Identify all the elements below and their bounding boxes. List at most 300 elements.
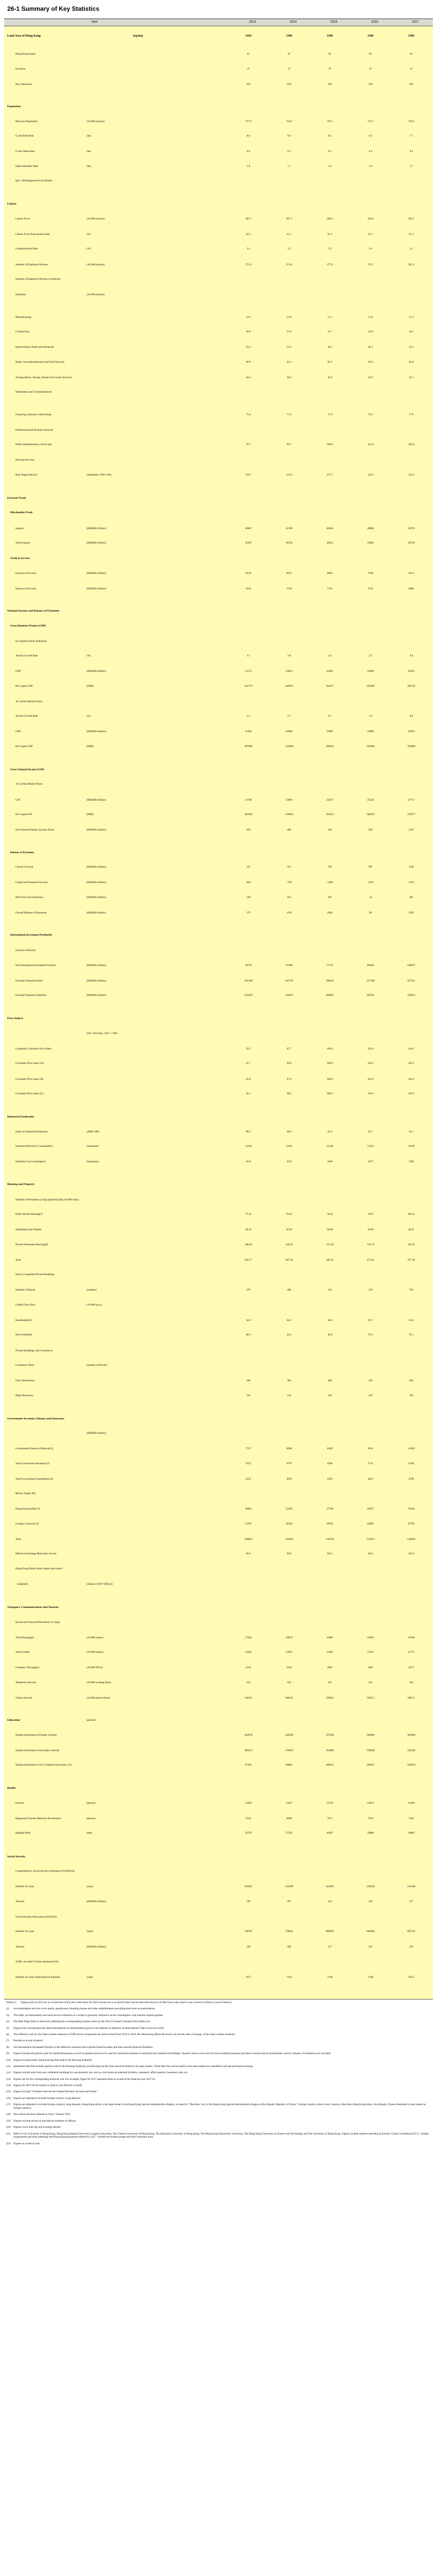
cell-value: 399372 [244,1749,253,1752]
row-unit: (%) [87,247,91,250]
note-item [6,2027,432,2030]
cell-value: 47 [328,67,331,71]
table-row [4,332,433,333]
row-unit: (10 000 persons) [87,120,105,123]
row-label: Total Government Expenditure(12) [15,1478,54,1481]
cell-value: 264.77 [244,1259,253,1262]
cell-value: 1612 [245,1160,251,1163]
table-row [4,898,433,899]
note-marker: (13) [6,2077,11,2081]
note-item [6,2103,432,2110]
cell-value: 25852 [408,670,415,673]
note-marker: (12) [6,2071,11,2075]
note-marker: (2) [6,2007,10,2011]
cell-value: 2077 [408,1666,414,1669]
row-label: GDP [15,670,21,673]
cell-value: 4059 [286,1478,292,1481]
cell-value: 382.3 [408,263,414,266]
cell-value: 31.7 [327,330,332,333]
row-label: Number of Employed Persons in Selected [15,278,60,281]
cell-value: 125013 [366,1538,375,1541]
cell-value: 110469 [285,1538,293,1541]
cell-value: 40607 [245,527,252,530]
cell-value: 34.2 [409,330,414,333]
row-unit: (‰) [87,150,91,153]
cell-value: 47 [288,67,291,71]
note-text: Accommodation services cover hotels, guesthouses, boarding houses and other establishments providing short term accommodation. [13,2007,156,2011]
cell-value: 4355 [327,1478,333,1481]
row-unit: (HK$100 million) [87,866,106,869]
note-item [6,2052,432,2056]
table-row [4,249,433,250]
cell-value: 1106 [327,35,333,38]
cell-value: 24427 [326,799,333,802]
cell-value: 81 [328,53,331,56]
row-label: Transportation, Storage, Postal and Courier Services, [15,376,73,379]
table-row [4,1351,433,1352]
cell-value: 339849 [366,1749,375,1752]
row-label: Number of Employed Persons [15,263,48,266]
cell-value: 90.3 [246,1130,251,1133]
cell-value: 192 [409,1394,413,1397]
note-text: Subsidised sale flats include quarters sold by the Housing Authority and Housing Society that cannot be traded in the open market. Those flats that can be traded in the open market are classified as private permanent housing. [13,2064,254,2068]
cell-value: 49.5 [327,346,332,349]
cell-value: 403 [246,828,250,832]
cell-value: 24 [369,896,372,899]
row-label: Newly Completed Private Buildings [15,1273,55,1276]
cell-value: 303394 [244,813,253,816]
cell-value: 169 [246,1945,250,1948]
table-row [4,770,433,771]
cell-value: 242903 [326,1885,334,1888]
cell-value: 57788 [326,1507,333,1511]
cell-value: 421 [368,1681,373,1684]
row-label: Major Revisions [15,1394,33,1397]
table-row [4,1494,433,1495]
cell-value: 319058 [285,813,293,816]
row-label: Effective Exchange Rate Index for the [15,1552,57,1555]
row-unit: (‰) [87,134,91,138]
row-label: Retail, Accommodation(1) and Food Services [15,361,64,364]
note-text: Figures are for the corresponding financial year. For example, figure for 2017 represent those as at end of the financial year 2017/18. [13,2077,156,2081]
cell-value: 703 [409,1289,413,1292]
cell-value: 11196 [408,1145,415,1148]
cell-value: 448 [246,1379,250,1382]
cell-value: 97.5 [246,443,251,446]
note-item [6,2014,432,2018]
cell-value: 6066 [408,587,414,590]
cell-value: 1107 [408,828,414,832]
row-label: Annual Growth Rate [15,715,38,718]
row-unit: (10 000 persons) [87,263,105,266]
table-row [4,1049,433,1050]
cell-value: 254427 [285,994,293,997]
cell-value: 63.2 [409,1319,414,1322]
cell-value: 163 [368,1394,373,1397]
row-unit: (HK$100 million) [87,587,106,590]
table-row [4,1132,433,1133]
cell-value: 339500 [366,745,375,748]
note-marker: (15) [6,2090,11,2094]
cell-value: 11029 [408,1447,415,1450]
cell-value: 195 [246,1900,250,1903]
table-row [4,219,433,220]
cell-value: 7425 [408,1817,414,1820]
cell-value: 24908 [367,730,374,733]
cell-value: 78.67 [367,1213,374,1216]
cell-value: 223 [328,1900,332,1903]
cell-value: 63.6 [409,361,414,364]
row-label: Price Indices [7,1017,23,1020]
cell-value: 64.5 [287,1319,292,1322]
table-row [4,1094,433,1095]
cell-value: 62.0 [368,361,373,364]
row-label: Total Discharged [15,1636,34,1639]
cell-value: 217 [409,1900,413,1903]
cell-value: 2505 [408,911,414,914]
row-unit: (10 000 persons) [87,217,105,221]
cell-value: 2.2 [368,654,373,657]
note-marker: (20) [6,2126,11,2129]
note-marker: (4) [6,2020,10,2024]
cell-value: 39080 [367,1832,374,1835]
cell-value: 223 [368,1900,373,1903]
cell-value: 7675 [245,1976,251,1979]
cell-value: 23812 [285,670,293,673]
cell-value: 138029 [407,1538,415,1541]
cell-value: 267.04 [285,1259,293,1262]
row-unit: (HK$) [87,685,94,688]
cell-value: 976 [246,83,250,86]
cell-value: 315 [287,866,291,869]
cell-value: 1.6 [368,165,373,168]
note-text: New series has been released as from 1 January 2012. [13,2113,71,2116]
cell-value: 102033 [407,1764,415,1767]
cell-value: 5743 [327,587,333,590]
cell-value: 1149 [408,866,414,869]
cell-value: 444 [328,828,332,832]
row-label: Hospital Beds [15,1832,31,1835]
cell-value: 61.1 [327,233,332,236]
notes-section [6,2001,432,2148]
note-item [6,2142,432,2146]
cell-value: 102.9 [408,443,414,446]
note-text: Figures include units from new residential buildings for non-domestic use, such as club house recreational facilities, caretakers' office quarters, basement units, etc. [13,2071,189,2075]
cell-value: 67783 [408,1522,415,1526]
cell-value: 45.4 [287,1333,292,1336]
cell-value: 11772 [408,1651,415,1654]
header-year: 2014 [290,21,297,24]
cell-value: 538 [246,896,250,899]
table-row [4,981,433,982]
row-label: Foreign Currency(13) [15,1522,39,1526]
cell-value: 378.7 [367,263,374,266]
row-unit: (10 000 sq.m.) [87,1303,103,1307]
row-label: Total Government Revenue(12) [15,1462,49,1465]
cell-value: 385.5 [245,217,251,221]
table-row [4,1335,433,1336]
cell-value: 61.2 [246,233,251,236]
cell-value: 12653 [285,1651,293,1654]
table-row [4,1554,433,1555]
cell-value: 362 [287,1379,291,1382]
cell-value: 5.3 [246,715,250,718]
row-label: Industrial Electricity Consumption [15,1145,53,1148]
cell-value: 325 [246,866,250,869]
cell-value: 11.3 [327,316,332,319]
cell-value: -1555 [408,881,415,884]
cell-value: 231468 [407,1885,415,1888]
row-unit: (10 000 working lines) [87,1681,111,1684]
row-label: Information and Communications [15,391,52,394]
row-unit: (%) [87,654,91,657]
table-row [4,1200,433,1201]
cell-value: 63.7 [368,1319,373,1322]
note-marker: (9) [6,2052,10,2056]
cell-value: 100937 [366,1764,375,1767]
cell-value: 778841 [285,1930,293,1933]
cell-value: 387.1 [286,217,292,221]
cell-value: 100.6 [327,1062,333,1065]
cell-value: 58129 [285,1522,293,1526]
cell-value: 251099 [285,1885,293,1888]
row-unit: (10 000 TEUs) [87,1666,103,1669]
cell-value: 221 [368,1945,373,1948]
row-unit: (HK$100 million) [87,572,106,575]
note-item [6,2046,432,2049]
cell-value: 6.3 [328,150,332,153]
table-row [4,913,433,914]
cell-value: 8114 [408,572,414,575]
cell-value: 267921 [366,994,375,997]
row-label: Hong Kong Dollar(13) [15,1507,40,1511]
cell-value: 5781 [367,587,374,590]
note-item [6,2097,432,2100]
cell-value: 102.9 [367,1078,374,1081]
row-unit: (HK$100 million) [87,541,106,545]
cell-value: 23983 [326,730,333,733]
cell-value: 60.9 [246,361,251,364]
row-unit: (HK$100 million) [87,1945,106,1948]
row-label: Net Errors and Omissions [15,896,43,899]
row-unit: (HK$) [87,813,94,816]
row-label: Social Security Allowances (SSA)(16) [15,1916,57,1919]
cell-value: 81 [369,53,372,56]
cell-value: 5665.5 [366,1697,375,1700]
row-label: (At End of Period) [15,949,36,952]
note-item [6,2020,432,2024]
table-row [4,626,433,627]
note-item [6,2071,432,2075]
table-row [4,122,433,123]
note-text: Net International Investment Position is the difference between total external financial assets and total external financial liabilities. [13,2045,154,2049]
header-year: 2016 [371,21,378,24]
note-marker: Notes:(1) [6,2001,16,2004]
note-marker: (19) [6,2119,11,2123]
table-row [4,1902,433,1903]
row-unit: (%) [87,233,91,236]
note-text: Refer to City University of Hong Kong, Hong Kong Baptist University, Lingnan University, The Chinese University of Hong Kong, The Education University of Hong Kong, The Hong Kong Polytechnic University, The Hong Kong University of Science and Technology and The University of Hong Kong. Figures include students attending University Grants Committee (UGC) - funded programmes and those attending self-financing programmes offered by UGC - funded universities proper and their extension arms. [13,2132,429,2139]
row-label: Balance of Payments [10,851,35,854]
cell-value: 3.1 [409,247,413,250]
row-unit: (HK$100 million) [87,896,106,899]
cell-value: 978 [328,83,332,86]
cell-value: 423 [287,896,291,899]
row-label: Per Capita GDP [15,745,33,748]
cell-value: 26610 [408,730,415,733]
cell-value: 78.32 [327,1213,333,1216]
cell-value: 20079 [285,1636,293,1639]
cell-value: 61.1 [287,233,292,236]
cell-value: 44.6 [287,376,292,379]
cell-value: 5731 [367,1462,374,1465]
row-label: International Investment Position(4) [10,934,52,937]
cell-value: 40464 [326,527,333,530]
cell-value: 67488 [285,964,293,967]
cell-value: 5429.9 [244,1697,253,1700]
cell-value: 12.6 [246,316,251,319]
cell-value: 2007 [327,1666,333,1669]
cell-value: 77.9 [409,413,414,416]
cell-value: 13726 [326,1802,333,1805]
row-unit: (10 000 tonnes) [87,1636,104,1639]
note-item [6,2001,432,2005]
row-unit: (terajoules) [87,1160,99,1163]
note-marker: (8) [6,2045,10,2049]
note-text: Figures exclude public rental housing flats sold by the Housing Authority. [13,2058,93,2062]
cell-value: 796 [328,866,332,869]
cell-value: 3.8 [409,654,413,657]
cell-value: 47 [369,67,372,71]
cell-value: 432 [287,1681,291,1684]
cell-value: 39.89 [367,1228,374,1231]
cell-value: 978 [368,83,373,86]
cell-value: 427351 [407,979,415,982]
row-unit: (HK$100 million) [87,994,106,997]
cell-value: 8429 [327,1447,333,1450]
cell-value: 3.3 [287,247,291,250]
table-row [4,1019,433,1020]
cell-value: 372.4 [245,263,251,266]
cell-value: 120.7 [367,473,374,477]
note-text: Figures are adjusted to exclude foreign currency swap deposits. Hong Kong dollar is the legal tender in the Hong Kong Special Administrative Region, as stated in "The Basic Law of the Hong Kong Special Administrative Region of the People's Republic of China". Foreign currency refers to any currency other than Hong Kong dollar. Accordingly, Chinese Renminbi is also treated as foreign currency. [13,2103,426,2110]
row-label: Usable Floor Area [15,1303,36,1307]
cell-value: 13417 [285,1802,293,1805]
cell-value: 3.4 [246,247,250,250]
row-label: Mid-year Population [15,120,38,123]
cell-value: 5847.2 [407,1697,415,1700]
cell-value: 104.2 [408,1552,414,1555]
cell-value: 1106 [286,35,292,38]
cell-value: 61.1 [409,233,414,236]
cell-value: 7340 [367,1976,374,1979]
row-unit: (HK$100 million) [87,670,106,673]
row-unit: (HK$100 million) [87,799,106,802]
row-unit: (10 000 tonnes) [87,1651,104,1654]
cell-value: 322776 [244,685,253,688]
table-row [4,951,433,952]
cell-value: 102.6 [367,1092,374,1095]
row-label: Consumer Price Index (A) [15,1062,44,1065]
note-marker: (11) [6,2064,11,2068]
table-row [4,1887,433,1888]
cell-value: 45.3 [409,376,414,379]
cell-value: 118.7 [245,473,251,477]
row-label: Industries [15,293,26,296]
cell-value: 4709 [408,1478,414,1481]
cell-value: 6553 [408,1976,414,1979]
cell-value: -863 [246,881,251,884]
cell-value: 328924 [326,745,334,748]
cell-value: 101.8 [367,443,374,446]
note-marker: (10) [6,2058,11,2062]
row-label: Imports [15,527,24,530]
cell-value: 3.3 [328,247,332,250]
cell-value: 43570 [408,527,415,530]
table-row [4,1638,433,1639]
row-label: Registered Chinese Medicine Practitioners [15,1817,61,1820]
table-row [4,702,433,703]
cell-value: 62087 [367,1522,374,1526]
cell-value: 61.1 [368,233,373,236]
row-label: Private Permanent Housing(9) [15,1243,48,1246]
cell-value: 539 [368,1289,373,1292]
cell-value: 100.5 [327,1092,333,1095]
row-label: Infant Mortality Rate [15,165,39,168]
cell-value: 73.3 [287,413,292,416]
row-label: GNI [15,799,21,802]
cell-value: 39683 [408,1832,415,1835]
row-label: Per Capita GDP [15,685,33,688]
cell-value: 11436 [326,1145,333,1148]
cell-value: 335013 [326,813,334,816]
cell-value: 7071 [327,1817,333,1820]
row-label: At Current Market Prices [15,783,43,786]
cell-value: 30.9 [246,330,251,333]
row-label: Net External Primary Income Flows [15,828,55,832]
row-unit: (bed) [87,1832,92,1835]
row-label: External Financial Liabilities [15,994,47,997]
row-label: GDP [15,730,21,733]
cell-value: 318415 [407,994,415,997]
row-label: Number of Cases [15,1930,35,1933]
note-text: The retail, accommodation and food services industries as a whole is generally referred to as the consumption- and tourism-related segment. [13,2013,164,2017]
cell-value: 1104 [245,35,251,38]
cell-value: 6.8 [409,715,413,718]
cell-value: 52787 [245,1522,252,1526]
note-item [6,2039,432,2043]
row-label: Gross Domestic Product (GDP) [10,624,46,628]
cell-value: 104.1 [367,1552,374,1555]
note-item [6,2132,432,2140]
cell-value: 9543 [367,1447,374,1450]
cell-value: 1391 [286,911,292,914]
table-row [4,1668,433,1669]
cell-value: 8.3 [368,134,373,138]
row-unit: (HK$100 million) [87,964,106,967]
cell-value: 12632 [245,1651,252,1654]
note-text: Figures exclude arrival of non-Macau residents via Macau. [13,2119,77,2123]
table-row [4,1819,433,1820]
cell-value: 89468 [367,964,374,967]
cell-value: 81 [410,53,413,56]
cell-value: 93.1 [409,1130,414,1133]
cell-value: -738 [287,881,292,884]
table-row [4,1162,433,1163]
cell-value: 376603 [285,1749,293,1752]
cell-value: 58770 [245,964,252,967]
cell-value: 35882 [367,541,374,545]
